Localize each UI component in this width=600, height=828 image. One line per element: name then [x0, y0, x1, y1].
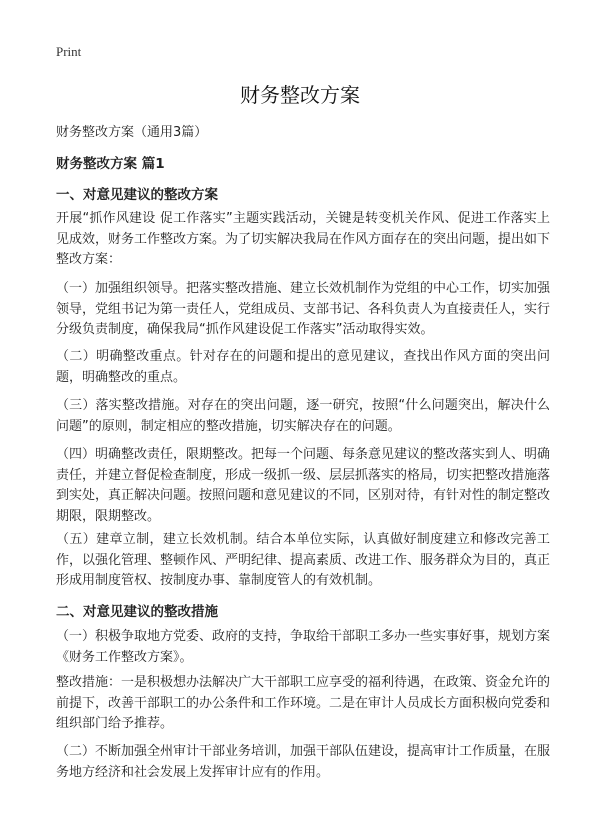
document-subtitle: 财务整改方案（通用3篇） [56, 125, 208, 140]
paragraph: （一）加强组织领导。把落实整改措施、建立长效机制作为党组的中心工作，切实加强领导，党组书记为第一责任人，党组成员、支部书记、各科负责人为直接责任人，实行分级负责制度，确保我局“抓作风建设促工作落实”活动取得实效。 [56, 281, 551, 337]
article-heading: 财务整改方案 篇1 [56, 156, 165, 172]
paragraph: （四）明确整改责任，限期整改。把每一个问题、每条意见建议的整改落实到人、明确责任，并建立督促检查制度，形成一级抓一级、层层抓落实的格局，切实把整改措施落到实处，真正解决问题。按照问题和意见建议的不同，区别对待，有针对性的制定整改期限，限期整改。 [56, 447, 551, 524]
paragraph: （二）不断加强全州审计干部业务培训，加强干部队伍建设，提高审计工作质量，在服务地方经济和社会发展上发挥审计应有的作用。 [56, 744, 551, 780]
paragraph: （二）明确整改重点。针对存在的问题和提出的意见建议，查找出作风方面的突出问题，明确整改的重点。 [56, 349, 550, 385]
paragraph: （一）积极争取地方党委、政府的支持，争取给干部职工多办一些实事好事，规划方案《财务工作整改方案》。 [56, 629, 551, 665]
paragraph: （三）落实整改措施。对存在的突出问题，逐一研究，按照“什么问题突出，解决什么问题”的原则，制定相应的整改措施，切实解决存在的问题。 [56, 398, 550, 434]
print-link[interactable]: Print [56, 44, 82, 59]
paragraph: 开展“抓作风建设 促工作落实”主题实践活动，关键是转变机关作风、促进工作落实上见成效，财务工作整改方案。为了切实解决我局在作风方面存在的突出问题，提出如下整改方案： [56, 211, 551, 267]
paragraph: （五）建章立制，建立长效机制。结合本单位实际，认真做好制度建立和修改完善工作，以强化管理、整顿作风、严明纪律、提高素质、改进工作、服务群众为目的，真正形成用制度管权、按制度办事、靠制度管人的有效机制。 [56, 532, 551, 588]
section-heading-2: 二、对意见建议的整改措施 [56, 604, 218, 620]
section-heading-1: 一、对意见建议的整改方案 [56, 187, 218, 203]
paragraph: 整改措施：一是积极想办法解决广大干部职工应享受的福利待遇，在政策、资金允许的前提下，改善干部职工的办公条件和工作环境。二是在审计人员成长方面积极向党委和组织部门给予推荐。 [56, 675, 551, 731]
document-title: 财务整改方案 [240, 83, 360, 107]
